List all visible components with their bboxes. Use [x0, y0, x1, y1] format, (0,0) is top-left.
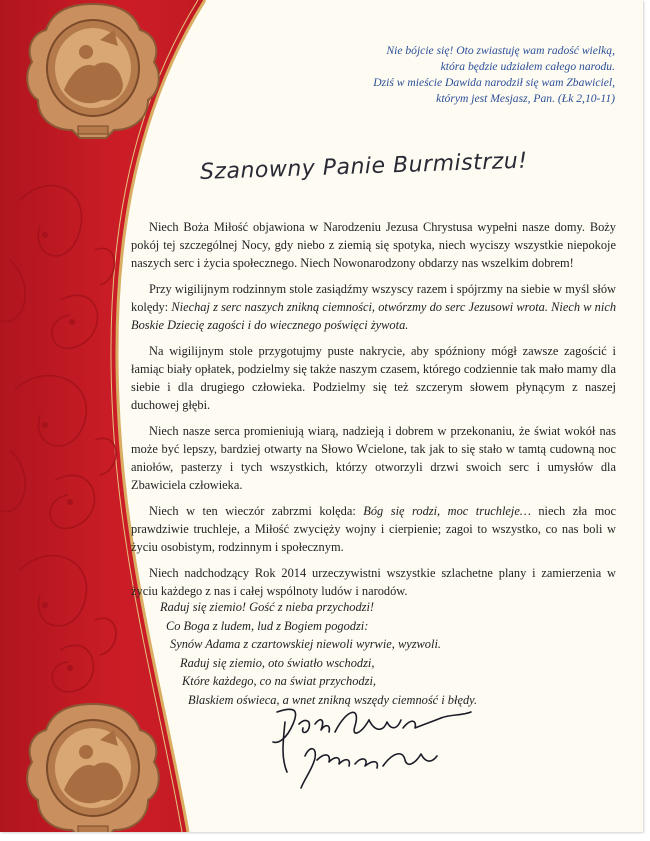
- poem-line: Które każdego, co na świat przychodzi,: [182, 674, 376, 689]
- paragraph: Przy wigilijnym rodzinnym stole zasiądźmy wszyscy razem i spójrzmy na siebie w myśl słów kolędy: Niechaj z serc naszych znikną ciemności, otwórzmy do serc Jezusowi wrota. Niech w nich Boskie Dziecię zagości i do wiecznego poświęci żywota.: [131, 282, 617, 332]
- epigraph-line: Nie bójcie się! Oto zwiastuję wam radość wielką,: [386, 44, 615, 57]
- poem-line: Co Boga z ludem, lud z Bogiem pogodzi:: [166, 618, 369, 633]
- poem-line: Synów Adama z czartowskiej niewoli wyrwie, wyzwoli.: [170, 637, 441, 652]
- letter-body: [131, 218, 616, 608]
- carol-verse: [160, 598, 520, 710]
- epigraph-line: która będzie udziałem całego narodu.: [440, 60, 615, 73]
- paragraph: Niech w ten wieczór zabrzmi kolęda: Bóg się rodzi, moc truchleje… niech zła moc prawdziwie truchleje, a Miłość zwycięży wojny i cierpienie; zagoi to wszystko, co nas boli w życiu osobistym, rodzinnym i społecznym.: [131, 504, 616, 554]
- poem-line: Blaskiem oświeca, a wnet znikną wszędy ciemność i błędy.: [188, 692, 478, 707]
- paragraph: Niech nadchodzący Rok 2014 urzeczywistni wszystkie szlachetne plany i zamierzenia w życiu każdego z nas i całej wspólnoty ludów i narodów.: [131, 566, 616, 598]
- poem-line: Raduj się ziemio, oto światło wschodzi,: [180, 655, 375, 670]
- poem-line: Raduj się ziemio! Gość z nieba przychodzi!: [160, 600, 375, 614]
- carved-nativity-medallion-bottom: [22, 700, 164, 832]
- paragraph: Niech nasze serca promieniują wiarą, nadzieją i dobrem w przekonaniu, że świat wokół nas może być lepszy, bardziej otwarty na Słowo Wcielone, tak jak to się stało w tamtą cudowną noc aniołów, pasterzy i tych wszystkich, którzy otworzyli drzwi swoich serc i umysłów dla Zbawiciela człowieka.: [131, 424, 616, 492]
- paragraph: Na wigilijnym stole przygotujmy puste nakrycie, aby spóźniony mógł zawsze zagościć i łamiąc biały opłatek, podzielmy się także naszym czasem, którego codziennie tak mało mamy dla siebie i dla drugiego człowieka. Podzielmy się też szczerym słowem płynącym z naszej duchowej głębi.: [131, 344, 616, 412]
- handwritten-greeting: Szanowny Panie Burmistrzu!: [199, 148, 528, 185]
- bible-epigraph: [215, 43, 615, 107]
- epigraph-line: którym jest Mesjasz, Pan. (Łk 2,10-11): [436, 92, 615, 105]
- paragraph: Niech Boża Miłość objawiona w Narodzeniu Jezusa Chrystusa wypełni nasze domy. Boży pokój tej szczególnej Nocy, gdy niebo z ziemią się spotyka, niech wyciszy wszystkie niepokoje naszych serc i życia społecznego. Niech Nowonarodzony obdarzy nas wszelkim dobrem!: [131, 220, 616, 270]
- epigraph-line: Dziś w mieście Dawida narodził się wam Zbawiciel,: [373, 76, 615, 89]
- carved-nativity-medallion-top: [22, 0, 164, 142]
- handwritten-signature: [265, 702, 485, 792]
